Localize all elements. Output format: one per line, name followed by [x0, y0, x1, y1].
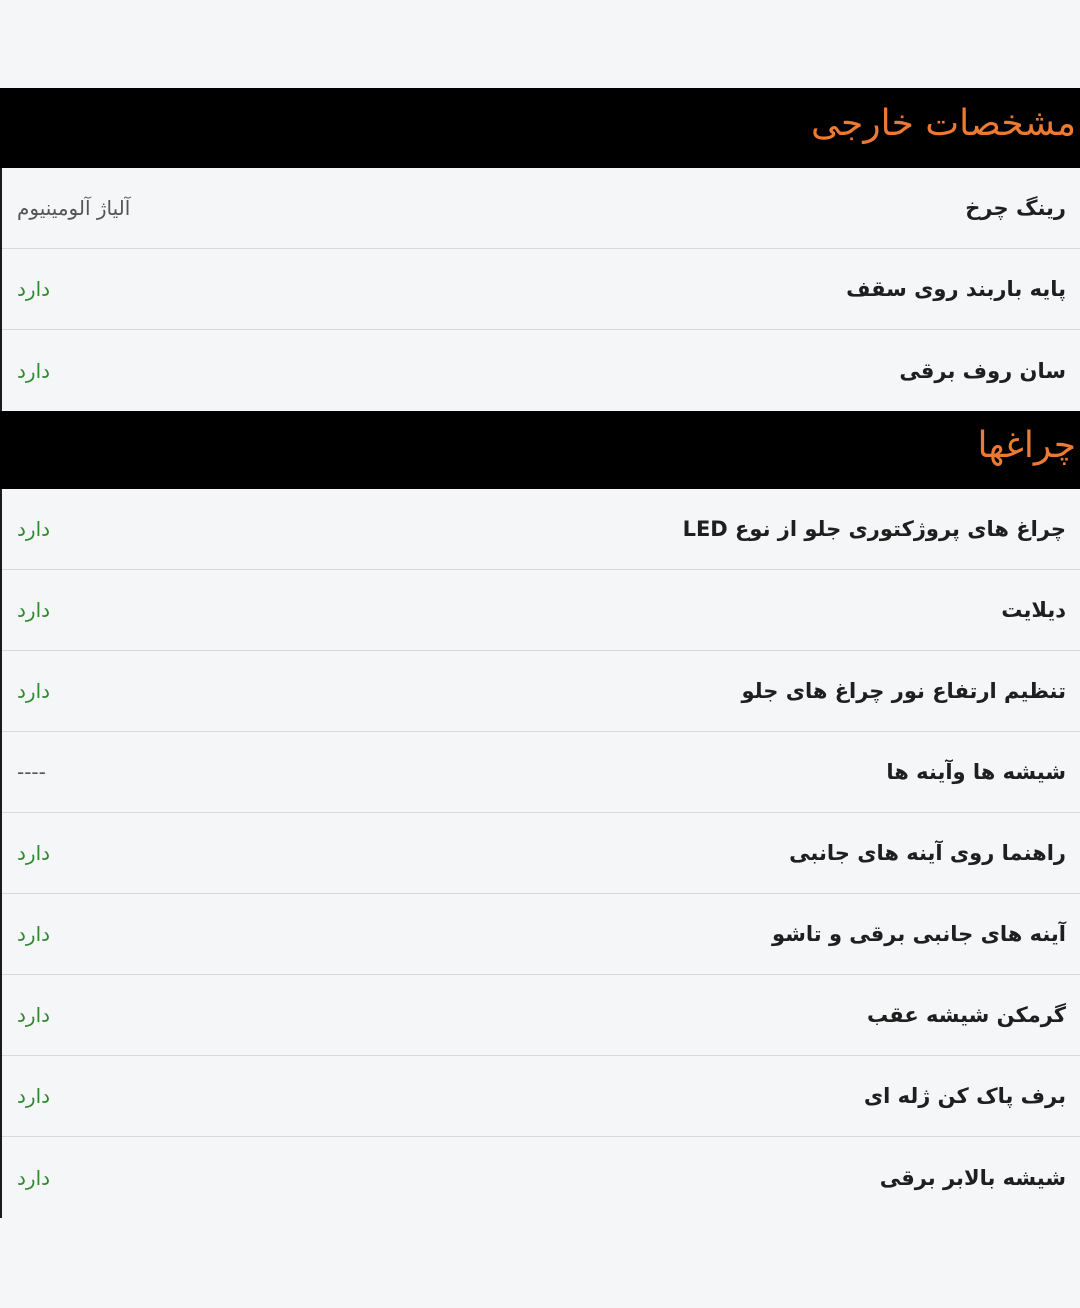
spec-value: دارد — [17, 922, 51, 946]
spec-value: دارد — [17, 277, 51, 301]
spec-row — [2, 894, 1080, 975]
spec-value: دارد — [17, 517, 51, 541]
spec-label: شیشه بالابر برقی — [879, 1165, 1066, 1190]
section-header-exterior — [0, 88, 1080, 168]
spec-label: شیشه ها وآینه ها — [886, 760, 1066, 784]
spec-value: دارد — [17, 1165, 51, 1190]
spec-label: چراغ های پروژکتوری جلو از نوع LED — [682, 517, 1066, 541]
spec-row — [2, 489, 1080, 570]
spec-label: دیلایت — [1001, 598, 1066, 622]
spec-row — [2, 1137, 1080, 1218]
spec-label: سان روف برقی — [899, 358, 1066, 383]
spec-row — [2, 651, 1080, 732]
top-spacer — [0, 0, 1080, 88]
spec-row — [2, 330, 1080, 411]
spec-row — [2, 732, 1080, 813]
spec-value: دارد — [17, 679, 51, 703]
section-header-lights — [0, 411, 1080, 489]
spec-label: رینگ چرخ — [965, 196, 1066, 220]
spec-row — [2, 813, 1080, 894]
spec-value: ---- — [17, 760, 46, 784]
spec-row — [2, 168, 1080, 249]
spec-row — [2, 249, 1080, 330]
spec-list-lights — [0, 489, 1080, 1218]
spec-value: دارد — [17, 1003, 51, 1027]
section-title: چراغها — [977, 425, 1076, 466]
spec-list-exterior — [0, 168, 1080, 411]
spec-value: دارد — [17, 1084, 51, 1108]
spec-label: راهنما روی آینه های جانبی — [789, 841, 1066, 865]
spec-value: آلیاژ آلومینیوم — [17, 196, 131, 220]
spec-value: دارد — [17, 841, 51, 865]
spec-row — [2, 570, 1080, 651]
spec-label: برف پاک کن ژله ای — [863, 1084, 1066, 1108]
spec-label: گرمکن شیشه عقب — [866, 1003, 1066, 1027]
spec-label: تنظیم ارتفاع نور چراغ های جلو — [741, 679, 1066, 703]
spec-value: دارد — [17, 358, 51, 383]
spec-value: دارد — [17, 598, 51, 622]
spec-label: پایه باربند روی سقف — [846, 277, 1066, 301]
spec-row — [2, 975, 1080, 1056]
spec-row — [2, 1056, 1080, 1137]
section-title: مشخصات خارجی — [810, 103, 1076, 144]
spec-label: آینه های جانبی برقی و تاشو — [772, 922, 1066, 946]
